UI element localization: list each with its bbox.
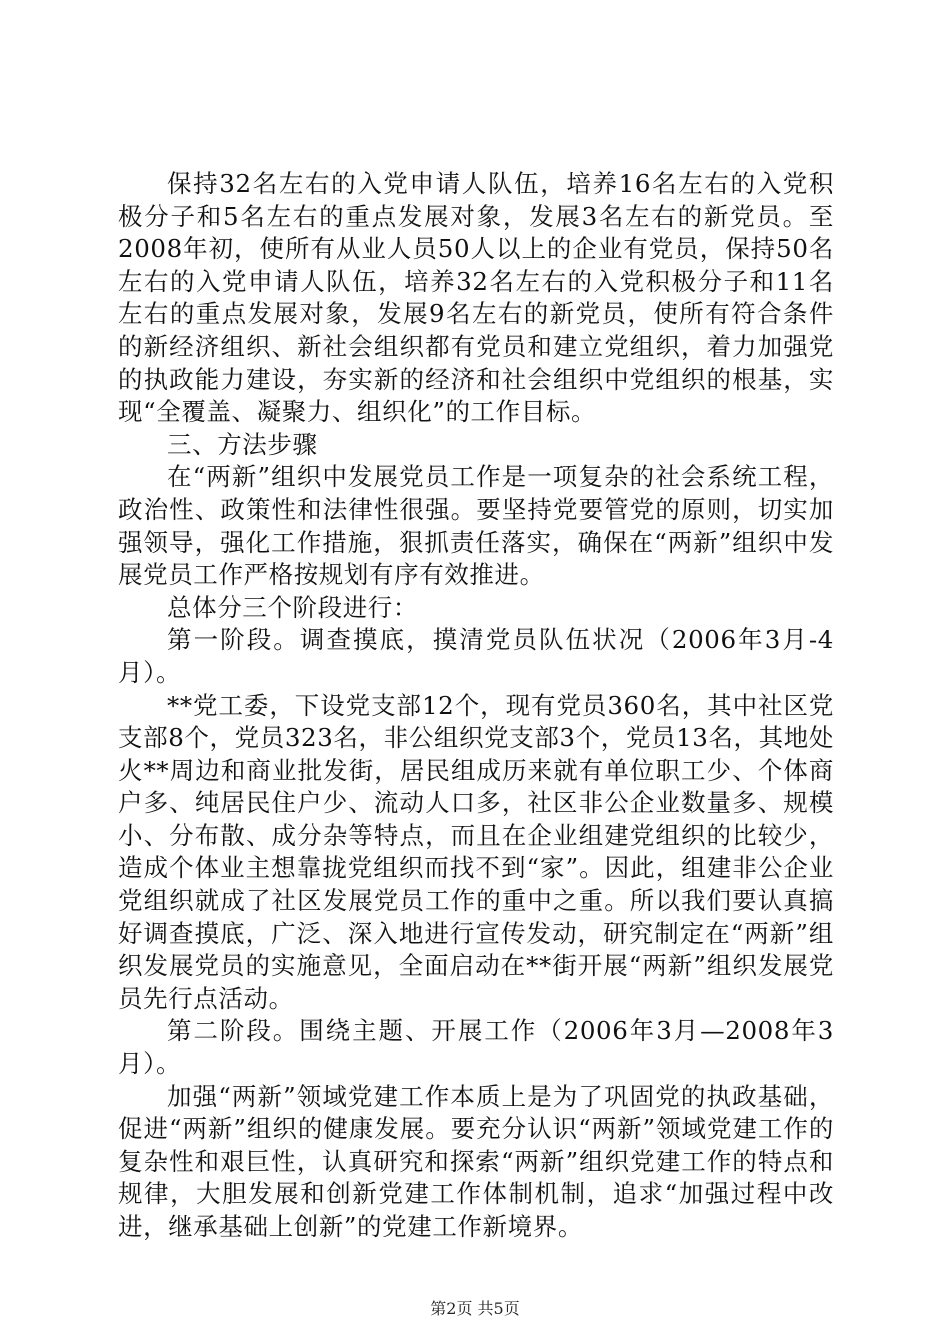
paragraph-stage-one-title: 第一阶段。调查摸底，摸清党员队伍状况（2006年3月-4月）。 [118, 625, 834, 687]
paragraph-goals: 保持32名左右的入党申请人队伍，培养16名左右的入党积极分子和5名左右的重点发展对象，发展3名左右的新党员。至2008年初，使所有从业人员50人以上的企业有党员，保持50名左右的入党申请人队伍，培养32名左右的入党积极分子和11名左右的重点发展对象，发展9名左右的新党员，使所有符合条件的新经济组织、新社会组织都有党员和建立党组织，着力加强党的执政能力建设，夯实新的经济和社会组织中党组织的根基，实现“全覆盖、凝聚力、组织化”的工作目标。 [118, 169, 834, 427]
paragraph-stage-one-body: **党工委，下设党支部12个，现有党员360名，其中社区党支部8个，党员323名，非公组织党支部3个，党员13名，其地处火**周边和商业批发街，居民组成历来就有单位职工少、个体商户多、纯居民住户少、流动人口多，社区非公企业数量多、规模小、分布散、成分杂等特点，而且在企业组建党组织的比较少，造成个体业主想靠拢党组织而找不到“家”。因此，组建非公企业党组织就成了社区发展党员工作的重中之重。所以我们要认真搞好调查摸底，广泛、深入地进行宣传发动，研究制定在“两新”组织发展党员的实施意见，全面启动在**街开展“两新”组织发展党员先行点活动。 [118, 690, 834, 1013]
paragraph-stages-overview: 总体分三个阶段进行： [167, 592, 418, 622]
paragraph-stage-two-title: 第二阶段。围绕主题、开展工作（2006年3月—2008年3月）。 [118, 1016, 834, 1079]
section-heading-methods: 三、方法步骤 [167, 429, 318, 459]
page-number-footer: 第2页 共5页 [430, 1299, 520, 1318]
paragraph-intro: 在“两新”组织中发展党员工作是一项复杂的社会系统工程，政治性、政策性和法律性很强。要坚持党要管党的原则，切实加强领导，强化工作措施，狠抓责任落实，确保在“两新”组织中发展党员工作严格按规划有序有效推进。 [118, 462, 834, 590]
document-body [118, 168, 834, 1244]
paragraph-stage-two-body: 加强“两新”领域党建工作本质上是为了巩固党的执政基础，促进“两新”组织的健康发展。要充分认识“两新”领域党建工作的复杂性和艰巨性，认真研究和探索“两新”组织党建工作的特点和规律，大胆发展和创新党建工作体制机制，追求“加强过程中改进，继承基础上创新”的党建工作新境界。 [118, 1081, 834, 1241]
